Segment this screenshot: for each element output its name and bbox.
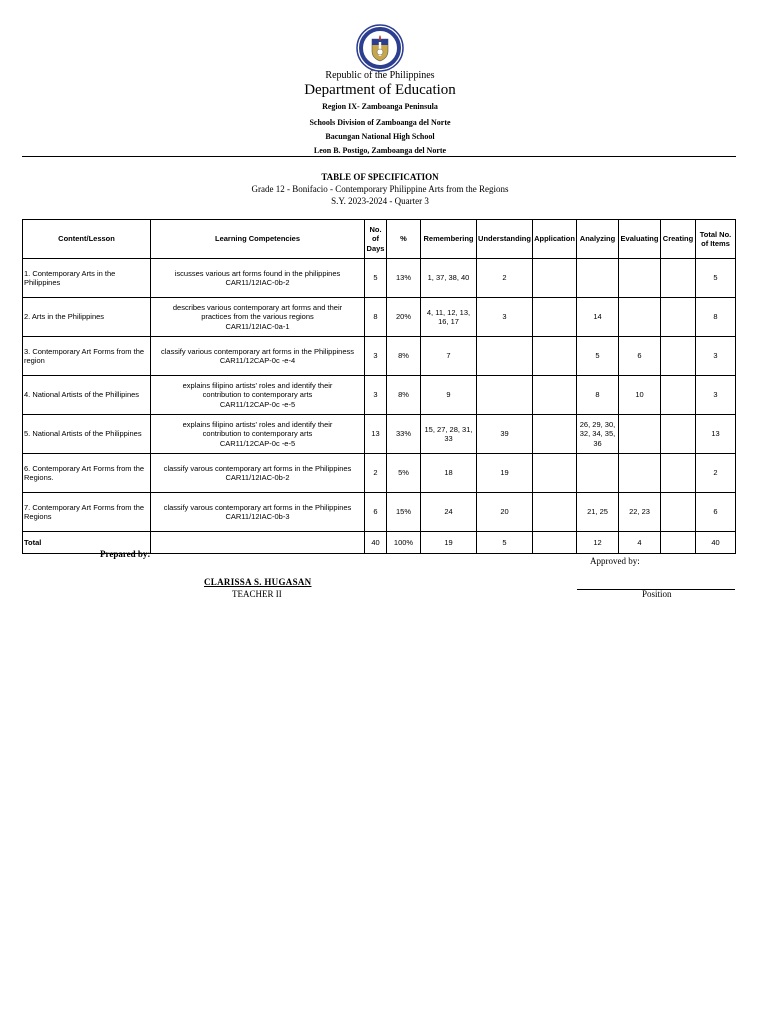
- evaluating-cell: [619, 259, 661, 298]
- competency-code: CAR11/12IAC-0b-3: [225, 512, 290, 521]
- content-cell: 4. National Artists of the Phillipines: [23, 376, 151, 415]
- competency-text: classify varous contemporary art forms in the Philippines: [163, 502, 352, 512]
- analyzing-cell: 21, 25: [577, 493, 619, 532]
- application-cell: [533, 454, 577, 493]
- total-evaluating-cell: 4: [619, 532, 661, 554]
- total-items-cell: 8: [696, 298, 736, 337]
- approver-position: Position: [642, 589, 672, 599]
- application-cell: [533, 376, 577, 415]
- school-year: S.Y. 2023-2024 - Quarter 3: [331, 196, 429, 206]
- remembering-cell: 4, 11, 12, 13, 16, 17: [421, 298, 477, 337]
- table-row: [23, 415, 736, 454]
- competency-code: CAR11/12CAP-0c -e-5: [219, 438, 296, 448]
- document-subtitle: Grade 12 - Bonifacio - Contemporary Philippine Arts from the Regions: [251, 184, 509, 194]
- creating-cell: [661, 337, 696, 376]
- competency-code: CAR11/12IAC-0b-2: [225, 473, 290, 482]
- content-cell: 7. Contemporary Art Forms from the Regions: [23, 493, 151, 532]
- total-competency-cell: [151, 532, 365, 554]
- competency-cell: [151, 493, 365, 532]
- total-remembering-cell: 19: [421, 532, 477, 554]
- percent-cell: 8%: [387, 337, 421, 376]
- creating-cell: [661, 454, 696, 493]
- days-cell: 5: [365, 259, 387, 298]
- total-items-cell: 13: [696, 415, 736, 454]
- table-row: [23, 337, 736, 376]
- analyzing-cell: [577, 454, 619, 493]
- evaluating-cell: [619, 298, 661, 337]
- header-competencies: Learning Competencies: [151, 220, 365, 259]
- percent-cell: 13%: [387, 259, 421, 298]
- header-evaluating: Evaluating: [619, 220, 661, 259]
- understanding-cell: [477, 337, 533, 376]
- analyzing-cell: 5: [577, 337, 619, 376]
- total-items-cell: 3: [696, 376, 736, 415]
- header-percent: %: [387, 220, 421, 259]
- competency-cell: [151, 259, 365, 298]
- percent-cell: 20%: [387, 298, 421, 337]
- table-row: [23, 298, 736, 337]
- remembering-cell: 1, 37, 38, 40: [421, 259, 477, 298]
- deped-seal-icon: [356, 24, 404, 72]
- table-row: [23, 259, 736, 298]
- application-cell: [533, 415, 577, 454]
- remembering-cell: 7: [421, 337, 477, 376]
- header-analyzing: Analyzing: [577, 220, 619, 259]
- percent-cell: 33%: [387, 415, 421, 454]
- competency-cell: [151, 376, 365, 415]
- competency-text: iscusses various art forms found in the philippines: [174, 268, 341, 278]
- analyzing-cell: [577, 259, 619, 298]
- evaluating-cell: [619, 415, 661, 454]
- remembering-cell: 24: [421, 493, 477, 532]
- competency-text-2: practices from the various regions: [201, 312, 314, 322]
- prepared-by-label: Prepared by:: [100, 549, 151, 559]
- approved-by-label: Approved by:: [590, 556, 640, 566]
- competency-cell: [151, 298, 365, 337]
- percent-cell: 5%: [387, 454, 421, 493]
- remembering-cell: 9: [421, 376, 477, 415]
- understanding-cell: 39: [477, 415, 533, 454]
- total-items-cell: 3: [696, 337, 736, 376]
- content-cell: 6. Contemporary Art Forms from the Regions.: [23, 454, 151, 493]
- total-creating-cell: [661, 532, 696, 554]
- content-cell: 2. Arts in the Philippines: [23, 298, 151, 337]
- competency-cell: [151, 415, 365, 454]
- total-analyzing-cell: 12: [577, 532, 619, 554]
- division-line: Schools Division of Zamboanga del Norte: [309, 118, 451, 127]
- table-row: [23, 454, 736, 493]
- evaluating-cell: 22, 23: [619, 493, 661, 532]
- total-items-cell: 6: [696, 493, 736, 532]
- days-cell: 2: [365, 454, 387, 493]
- days-cell: 8: [365, 298, 387, 337]
- competency-text: classify various contemporary art forms in the Philippiness: [161, 346, 354, 356]
- application-cell: [533, 337, 577, 376]
- creating-cell: [661, 493, 696, 532]
- creating-cell: [661, 298, 696, 337]
- evaluating-cell: 6: [619, 337, 661, 376]
- table-row: [23, 493, 736, 532]
- header-understanding: Understanding: [477, 220, 533, 259]
- evaluating-cell: [619, 454, 661, 493]
- header-remembering: Remembering: [421, 220, 477, 259]
- application-cell: [533, 298, 577, 337]
- republic-line: Republic of the Philippines: [325, 70, 435, 81]
- region-line: Region IX- Zamboanga Peninsula: [322, 102, 438, 111]
- days-cell: 13: [365, 415, 387, 454]
- content-cell: 3. Contemporary Art Forms from the region: [23, 337, 151, 376]
- understanding-cell: 2: [477, 259, 533, 298]
- specification-table: [22, 219, 736, 554]
- header-total-items: Total No. of Items: [696, 220, 736, 259]
- header-application: Application: [533, 220, 577, 259]
- application-cell: [533, 259, 577, 298]
- school-name: Bacungan National High School: [325, 132, 435, 141]
- understanding-cell: 20: [477, 493, 533, 532]
- competency-code: CAR11/12CAP-0c -e-5: [219, 399, 296, 409]
- department-name: Department of Education: [304, 82, 456, 98]
- competency-text-2: contribution to contemporary arts: [202, 429, 313, 439]
- application-cell: [533, 493, 577, 532]
- table-row: [23, 376, 736, 415]
- understanding-cell: 19: [477, 454, 533, 493]
- competency-code: CAR11/12CAP-0c -e-4: [219, 356, 296, 365]
- school-address: Leon B. Postigo, Zamboanga del Norte: [313, 146, 447, 155]
- total-label: Total: [23, 532, 151, 554]
- percent-cell: 8%: [387, 376, 421, 415]
- header-divider: [22, 156, 736, 157]
- total-percent-cell: 100%: [387, 532, 421, 554]
- remembering-cell: 15, 27, 28, 31, 33: [421, 415, 477, 454]
- creating-cell: [661, 259, 696, 298]
- total-items-cell: 2: [696, 454, 736, 493]
- competency-text: describes various contemporary art forms and their: [172, 302, 343, 312]
- table-header-row: [23, 220, 736, 259]
- days-cell: 6: [365, 493, 387, 532]
- creating-cell: [661, 415, 696, 454]
- total-items-total-cell: 40: [696, 532, 736, 554]
- understanding-cell: 3: [477, 298, 533, 337]
- competency-cell: [151, 454, 365, 493]
- competency-cell: [151, 337, 365, 376]
- analyzing-cell: 14: [577, 298, 619, 337]
- header-content: Content/Lesson: [23, 220, 151, 259]
- total-days-cell: 40: [365, 532, 387, 554]
- content-cell: 1. Contemporary Arts in the Philippines: [23, 259, 151, 298]
- content-cell: 5. National Artists of the Philippines: [23, 415, 151, 454]
- header-creating: Creating: [661, 220, 696, 259]
- total-items-cell: 5: [696, 259, 736, 298]
- days-cell: 3: [365, 376, 387, 415]
- competency-text-2: contribution to contemporary arts: [202, 390, 313, 400]
- competency-text: explains filipino artists' roles and identify their: [182, 380, 333, 390]
- teacher-position: TEACHER II: [232, 589, 282, 599]
- percent-cell: 15%: [387, 493, 421, 532]
- total-application-cell: [533, 532, 577, 554]
- evaluating-cell: 10: [619, 376, 661, 415]
- creating-cell: [661, 376, 696, 415]
- competency-code: CAR11/12IAC-0a-1: [225, 321, 290, 331]
- analyzing-cell: 8: [577, 376, 619, 415]
- competency-code: CAR11/12IAC-0b-2: [225, 278, 290, 287]
- analyzing-cell: 26, 29, 30, 32, 34, 35, 36: [577, 415, 619, 454]
- header-days: No. of Days: [365, 220, 387, 259]
- competency-text: explains filipino artists' roles and identify their: [182, 419, 333, 429]
- remembering-cell: 18: [421, 454, 477, 493]
- teacher-name: CLARISSA S. HUGASAN: [204, 577, 312, 587]
- document-title: TABLE OF SPECIFICATION: [321, 172, 439, 182]
- competency-text: classify varous contemporary art forms in the Philippines: [163, 463, 352, 473]
- total-understanding-cell: 5: [477, 532, 533, 554]
- understanding-cell: [477, 376, 533, 415]
- days-cell: 3: [365, 337, 387, 376]
